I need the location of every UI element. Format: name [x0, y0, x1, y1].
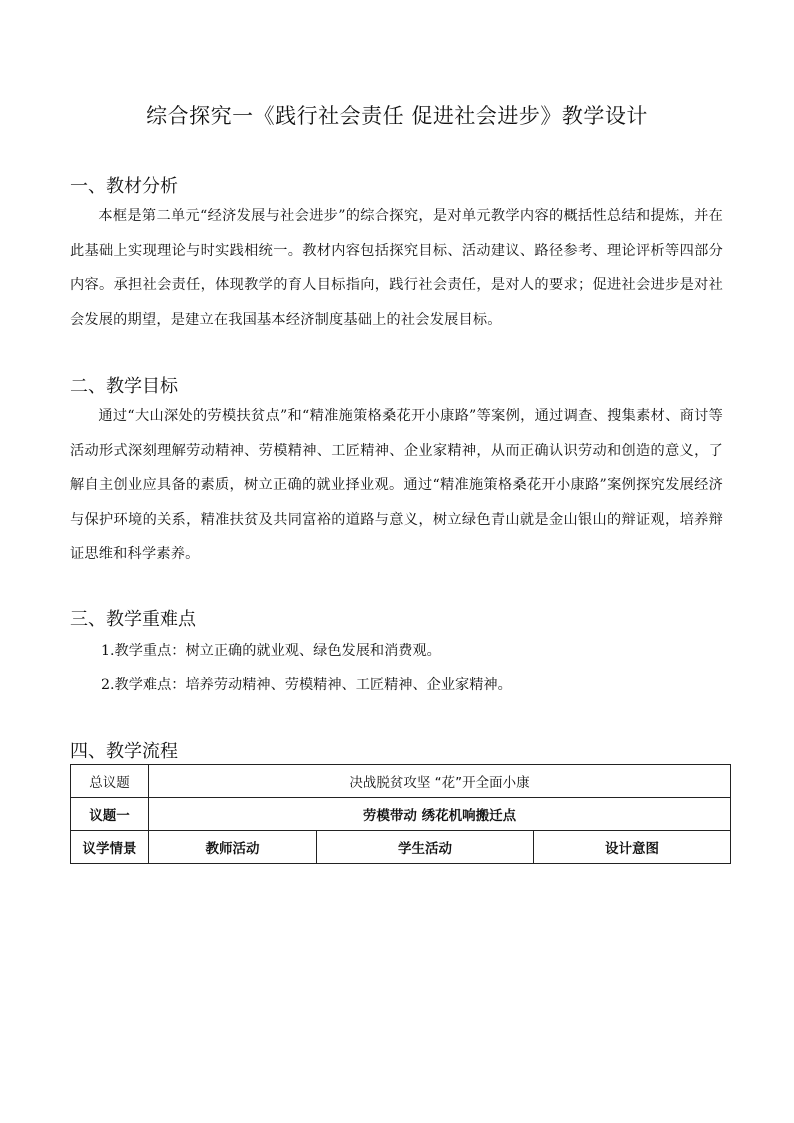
table-cell-label: 总议题: [71, 765, 149, 798]
table-row: [71, 831, 731, 864]
table-header-teacher: 教师活动: [149, 831, 317, 864]
section-heading-key-points: 三、教学重难点: [70, 609, 196, 630]
teaching-process-table: [70, 764, 731, 864]
document-title: 综合探究一《践行社会责任 促进社会进步》教学设计: [146, 104, 648, 128]
section-heading-analysis: 一、教材分析: [70, 176, 178, 197]
section-text-objectives: 通过“大山深处的劳模扶贫点”和“精准施策格桑花开小康路”等案例，通过调查、搜集素材、商讨等活动形式深刻理解劳动精神、劳模精神、工匠精神、企业家精神，从而正确认识劳动和创造的意义，了解自主创业应具备的素质，树立正确的就业择业观。通过“精准施策格桑花开小康路”案例探究发展经济与保护环境的关系，精准扶贫及共同富裕的道路与意义，树立绿色青山就是金山银山的辩证观，培养辩证思维和科学素养。: [70, 408, 723, 562]
section-heading-process: 四、教学流程: [70, 741, 178, 762]
table-cell-label: 议学情景: [71, 831, 149, 864]
table-header-student: 学生活动: [317, 831, 534, 864]
table-cell-sub-topic: 劳模带动 绣花机响搬迁点: [149, 798, 731, 831]
table-cell-label: 议题一: [71, 798, 149, 831]
section-heading-objectives: 二、教学目标: [70, 376, 178, 397]
difficult-point-item: 2.教学难点：培养劳动精神、劳模精神、工匠精神、企业家精神。: [101, 677, 512, 693]
table-row: [71, 765, 731, 798]
table-row: [71, 798, 731, 831]
table-cell-main-topic: 决战脱贫攻坚 “花”开全面小康: [149, 765, 731, 798]
section-text-analysis: 本框是第二单元“经济发展与社会进步”的综合探究，是对单元教学内容的概括性总结和提炼，并在此基础上实现理论与时实践相统一。教材内容包括探究目标、活动建议、路径参考、理论评析等四部分内容。承担社会责任，体现教学的育人目标指向，践行社会责任，是对人的要求；促进社会进步是对社会发展的期望，是建立在我国基本经济制度基础上的社会发展目标。: [70, 208, 723, 328]
table-header-intent: 设计意图: [534, 831, 731, 864]
key-point-item: 1.教学重点：树立正确的就业观、绿色发展和消费观。: [101, 643, 441, 659]
